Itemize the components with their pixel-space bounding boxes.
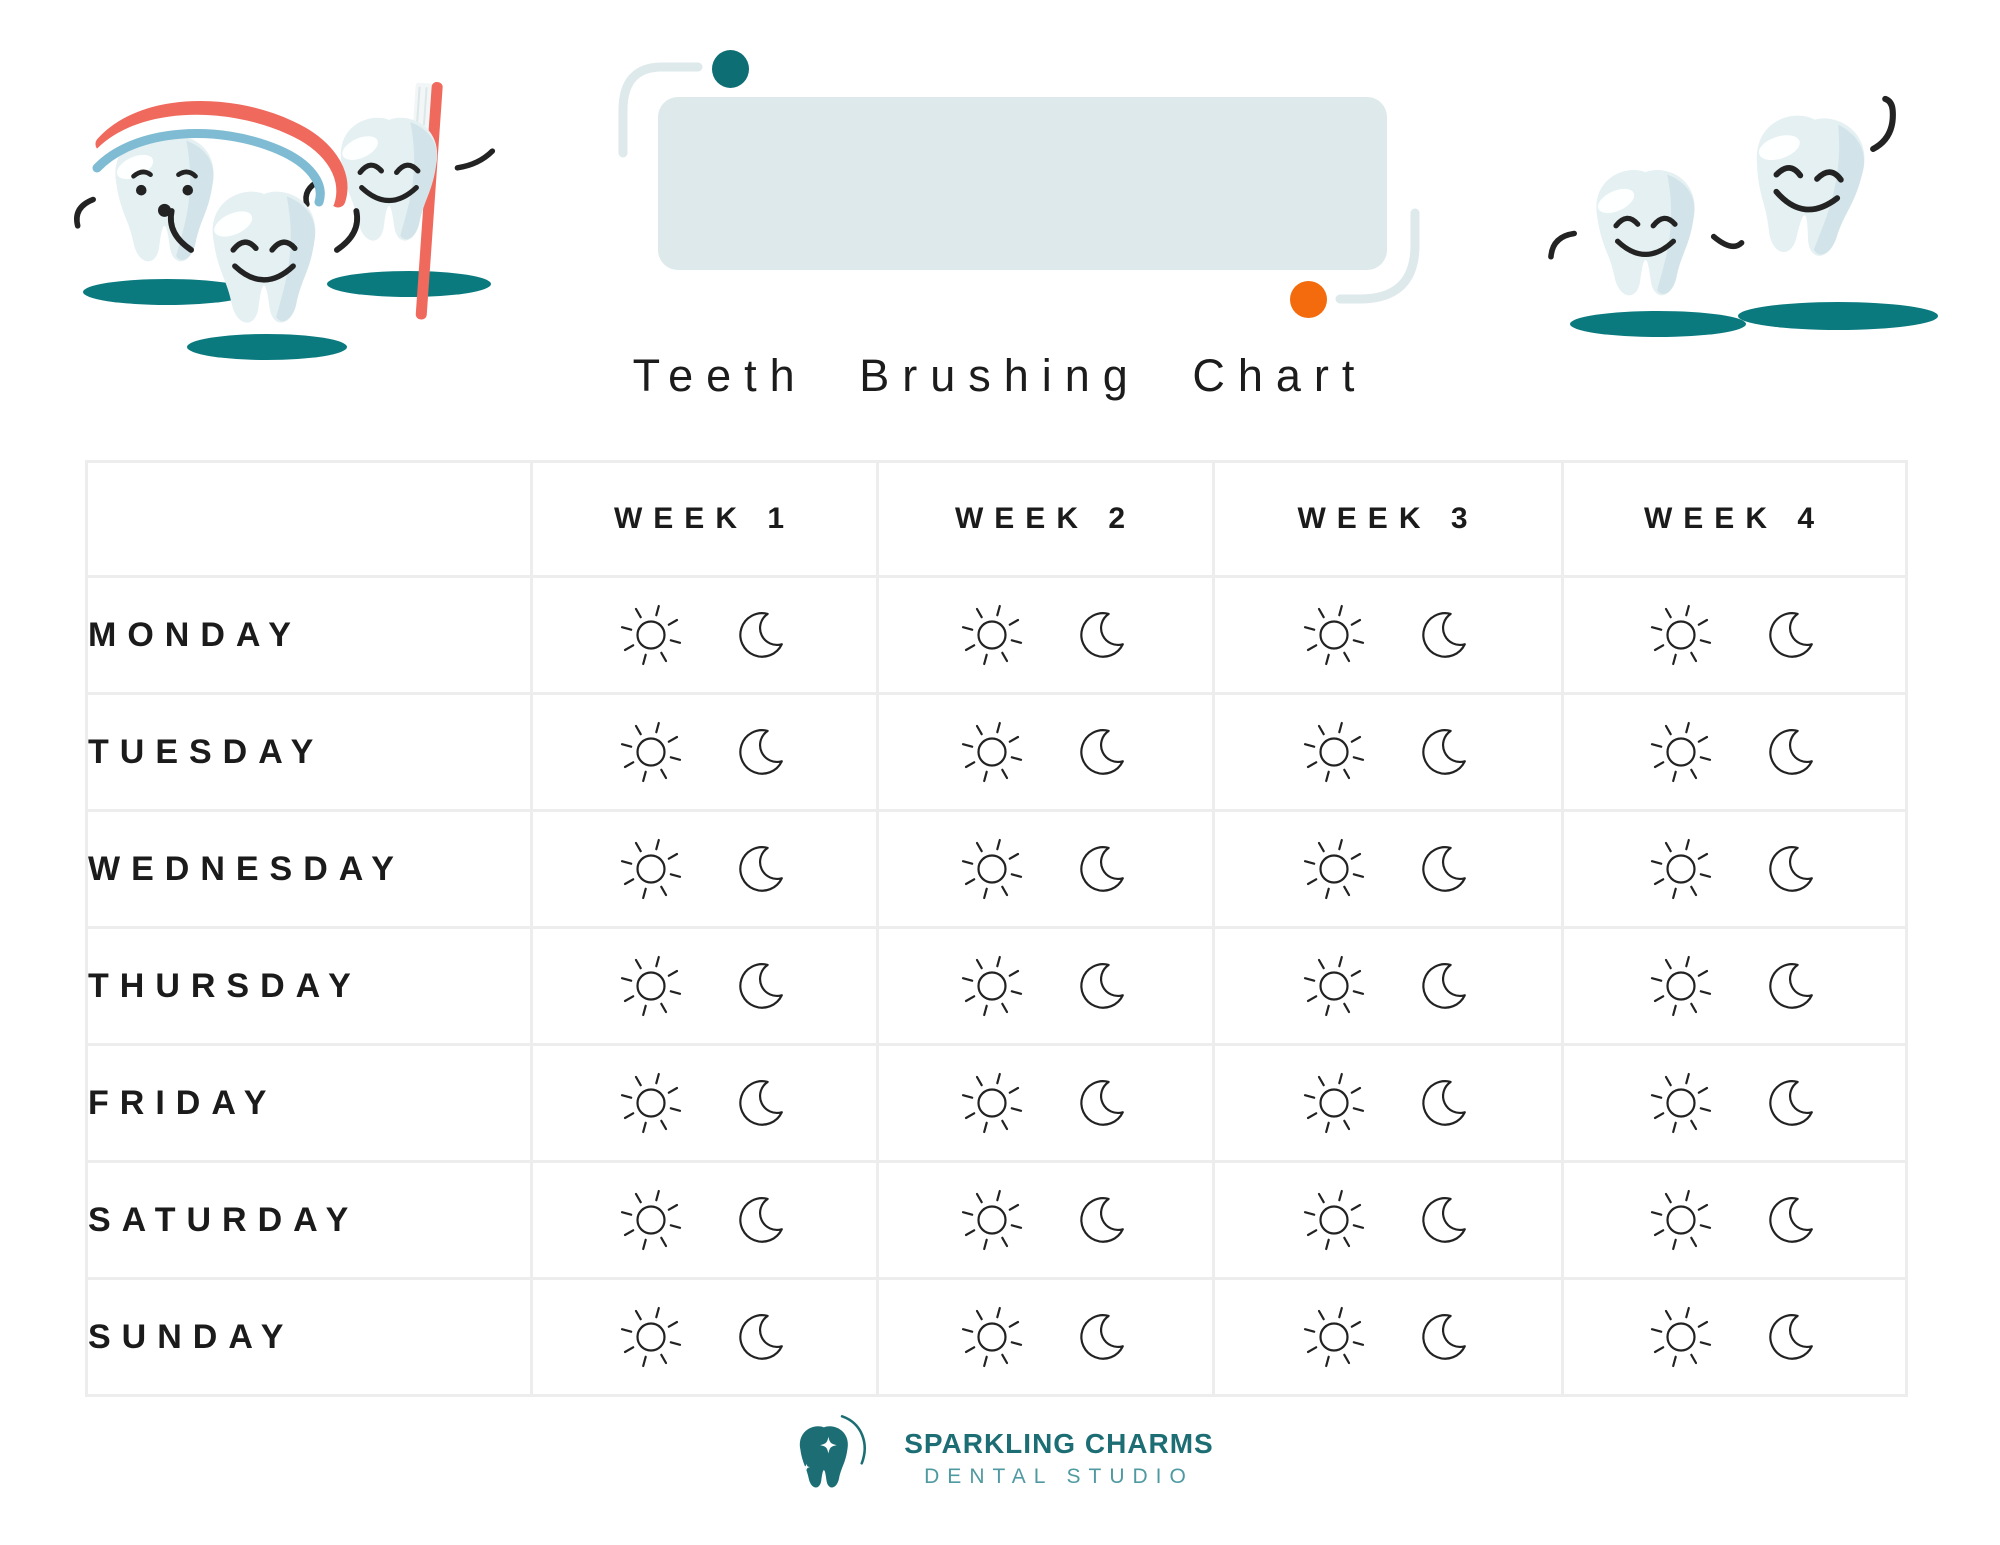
table-row: [87, 577, 1907, 694]
slot-cell: [532, 928, 878, 1045]
table-row: [87, 1279, 1907, 1396]
sun-icon[interactable]: [1302, 603, 1366, 667]
moon-icon[interactable]: [733, 1074, 791, 1132]
sun-icon[interactable]: [1649, 837, 1713, 901]
slot-cell: [1563, 694, 1907, 811]
sun-icon[interactable]: [619, 1071, 683, 1135]
week-header-2: WEEK 2: [878, 462, 1214, 577]
brand-subtitle: DENTAL STUDIO: [924, 1464, 1194, 1488]
sun-icon[interactable]: [619, 1188, 683, 1252]
brushing-slots: [533, 720, 876, 784]
moon-icon[interactable]: [1074, 606, 1132, 664]
slot-cell: [878, 1162, 1214, 1279]
slot-cell: [878, 811, 1214, 928]
moon-icon[interactable]: [1074, 957, 1132, 1015]
tooth-shadow: [1570, 311, 1746, 337]
slot-cell: [532, 1162, 878, 1279]
week-header-1: WEEK 1: [532, 462, 878, 577]
brushing-slots: [879, 954, 1212, 1018]
brushing-slots: [533, 837, 876, 901]
slot-cell: [1214, 928, 1563, 1045]
slot-cell: [878, 577, 1214, 694]
brand-name: SPARKLING CHARMS: [904, 1427, 1214, 1459]
moon-icon[interactable]: [733, 840, 791, 898]
slot-cell: [1214, 1279, 1563, 1396]
sun-icon[interactable]: [1649, 954, 1713, 1018]
moon-icon[interactable]: [1416, 957, 1474, 1015]
moon-icon[interactable]: [733, 1191, 791, 1249]
sun-icon[interactable]: [1649, 1188, 1713, 1252]
moon-icon[interactable]: [1763, 723, 1821, 781]
footer-logo: [0, 1408, 2000, 1508]
slot-cell: [878, 694, 1214, 811]
moon-icon[interactable]: [1074, 1074, 1132, 1132]
brushing-slots: [533, 1188, 876, 1252]
sun-icon[interactable]: [1649, 603, 1713, 667]
moon-icon[interactable]: [1416, 1308, 1474, 1366]
moon-icon[interactable]: [733, 957, 791, 1015]
brushing-slots: [879, 603, 1212, 667]
sun-icon[interactable]: [619, 603, 683, 667]
slot-cell: [532, 1045, 878, 1162]
sun-icon[interactable]: [960, 954, 1024, 1018]
sun-icon[interactable]: [1649, 1305, 1713, 1369]
moon-icon[interactable]: [1416, 840, 1474, 898]
sun-icon[interactable]: [619, 837, 683, 901]
slot-cell: [532, 811, 878, 928]
sun-icon[interactable]: [1302, 954, 1366, 1018]
slot-cell: [532, 694, 878, 811]
slot-cell: [878, 928, 1214, 1045]
brushing-slots: [533, 954, 876, 1018]
teeth-characters-left-illustration: [55, 52, 525, 367]
day-label-saturday: SATURDAY: [87, 1162, 532, 1279]
moon-icon[interactable]: [733, 1308, 791, 1366]
slot-cell: [1563, 1279, 1907, 1396]
table-row: [87, 811, 1907, 928]
slot-cell: [1563, 811, 1907, 928]
brushing-slots: [1215, 954, 1561, 1018]
brushing-slots: [1215, 1305, 1561, 1369]
week-header-4: WEEK 4: [1563, 462, 1907, 577]
brushing-slots: [879, 1305, 1212, 1369]
brushing-table: [85, 460, 1908, 1397]
moon-icon[interactable]: [733, 606, 791, 664]
sun-icon[interactable]: [619, 720, 683, 784]
sun-icon[interactable]: [1302, 1305, 1366, 1369]
brushing-slots: [1564, 1305, 1905, 1369]
slot-cell: [878, 1045, 1214, 1162]
moon-icon[interactable]: [1074, 1191, 1132, 1249]
slot-cell: [1563, 1045, 1907, 1162]
tooth-character: [1551, 170, 1742, 295]
table-body: [87, 577, 1907, 1396]
tooth-shadow: [327, 271, 491, 297]
brushing-slots: [1564, 954, 1905, 1018]
day-label-monday: MONDAY: [87, 577, 532, 694]
moon-icon[interactable]: [1416, 723, 1474, 781]
brushing-slots: [1215, 837, 1561, 901]
brushing-slots: [1564, 1188, 1905, 1252]
name-box[interactable]: [658, 97, 1387, 270]
sun-icon[interactable]: [960, 720, 1024, 784]
sun-icon[interactable]: [960, 1305, 1024, 1369]
moon-icon[interactable]: [1763, 1191, 1821, 1249]
brushing-slots: [1215, 603, 1561, 667]
sun-icon[interactable]: [960, 603, 1024, 667]
dental-logo-tooth-icon: [786, 1408, 886, 1508]
slot-cell: [1563, 928, 1907, 1045]
table-row: [87, 1162, 1907, 1279]
brushing-slots: [879, 837, 1212, 901]
brushing-slots: [1564, 603, 1905, 667]
sun-icon[interactable]: [960, 837, 1024, 901]
moon-icon[interactable]: [733, 723, 791, 781]
teal-dot-accent: [712, 50, 749, 88]
sun-icon[interactable]: [619, 1305, 683, 1369]
moon-icon[interactable]: [1763, 840, 1821, 898]
moon-icon[interactable]: [1416, 1191, 1474, 1249]
slot-cell: [878, 1279, 1214, 1396]
slot-cell: [532, 1279, 878, 1396]
day-label-tuesday: TUESDAY: [87, 694, 532, 811]
sun-icon[interactable]: [960, 1071, 1024, 1135]
moon-icon[interactable]: [1763, 606, 1821, 664]
slot-cell: [1563, 577, 1907, 694]
moon-icon[interactable]: [1416, 606, 1474, 664]
week-header-3: WEEK 3: [1214, 462, 1563, 577]
brushing-slots: [533, 603, 876, 667]
moon-icon[interactable]: [1416, 1074, 1474, 1132]
slot-cell: [1214, 1045, 1563, 1162]
brushing-slots: [879, 720, 1212, 784]
sun-icon[interactable]: [1302, 837, 1366, 901]
teeth-characters-right-illustration: [1538, 76, 1938, 346]
brushing-slots: [1215, 1188, 1561, 1252]
brushing-slots: [1215, 1071, 1561, 1135]
tooth-shadow: [1738, 302, 1938, 330]
sun-icon[interactable]: [619, 954, 683, 1018]
brushing-slots: [1564, 720, 1905, 784]
slot-cell: [1214, 694, 1563, 811]
day-label-sunday: SUNDAY: [87, 1279, 532, 1396]
table-row: [87, 694, 1907, 811]
moon-icon[interactable]: [1763, 957, 1821, 1015]
brushing-slots: [1564, 1071, 1905, 1135]
page-title: Teeth Brushing Chart: [632, 350, 1368, 401]
sun-icon[interactable]: [960, 1188, 1024, 1252]
day-label-thursday: THURSDAY: [87, 928, 532, 1045]
brushing-slots: [879, 1188, 1212, 1252]
moon-icon[interactable]: [1074, 1308, 1132, 1366]
sun-icon[interactable]: [1649, 1071, 1713, 1135]
slot-cell: [1214, 577, 1563, 694]
brushing-slots: [879, 1071, 1212, 1135]
brushing-slots: [1564, 837, 1905, 901]
table-row: [87, 928, 1907, 1045]
tooth-character: [1745, 86, 1895, 262]
day-label-wednesday: WEDNESDAY: [87, 811, 532, 928]
slot-cell: [1214, 1162, 1563, 1279]
slot-cell: [532, 577, 878, 694]
brushing-slots: [533, 1305, 876, 1369]
sun-icon[interactable]: [1302, 720, 1366, 784]
moon-icon[interactable]: [1763, 1308, 1821, 1366]
orange-dot-accent: [1290, 281, 1327, 318]
sun-icon[interactable]: [1302, 1188, 1366, 1252]
brushing-slots: [533, 1071, 876, 1135]
brushing-slots: [1215, 720, 1561, 784]
slot-cell: [1563, 1162, 1907, 1279]
moon-icon[interactable]: [1763, 1074, 1821, 1132]
accent-curve-bottom-right: [1330, 200, 1440, 320]
table-row: [87, 1045, 1907, 1162]
corner-cell: [87, 462, 532, 577]
day-label-friday: FRIDAY: [87, 1045, 532, 1162]
slot-cell: [1214, 811, 1563, 928]
sun-icon[interactable]: [1302, 1071, 1366, 1135]
sun-icon[interactable]: [1649, 720, 1713, 784]
moon-icon[interactable]: [1074, 840, 1132, 898]
moon-icon[interactable]: [1074, 723, 1132, 781]
table-header: [87, 462, 1907, 577]
accent-curve-top-left: [600, 40, 720, 170]
